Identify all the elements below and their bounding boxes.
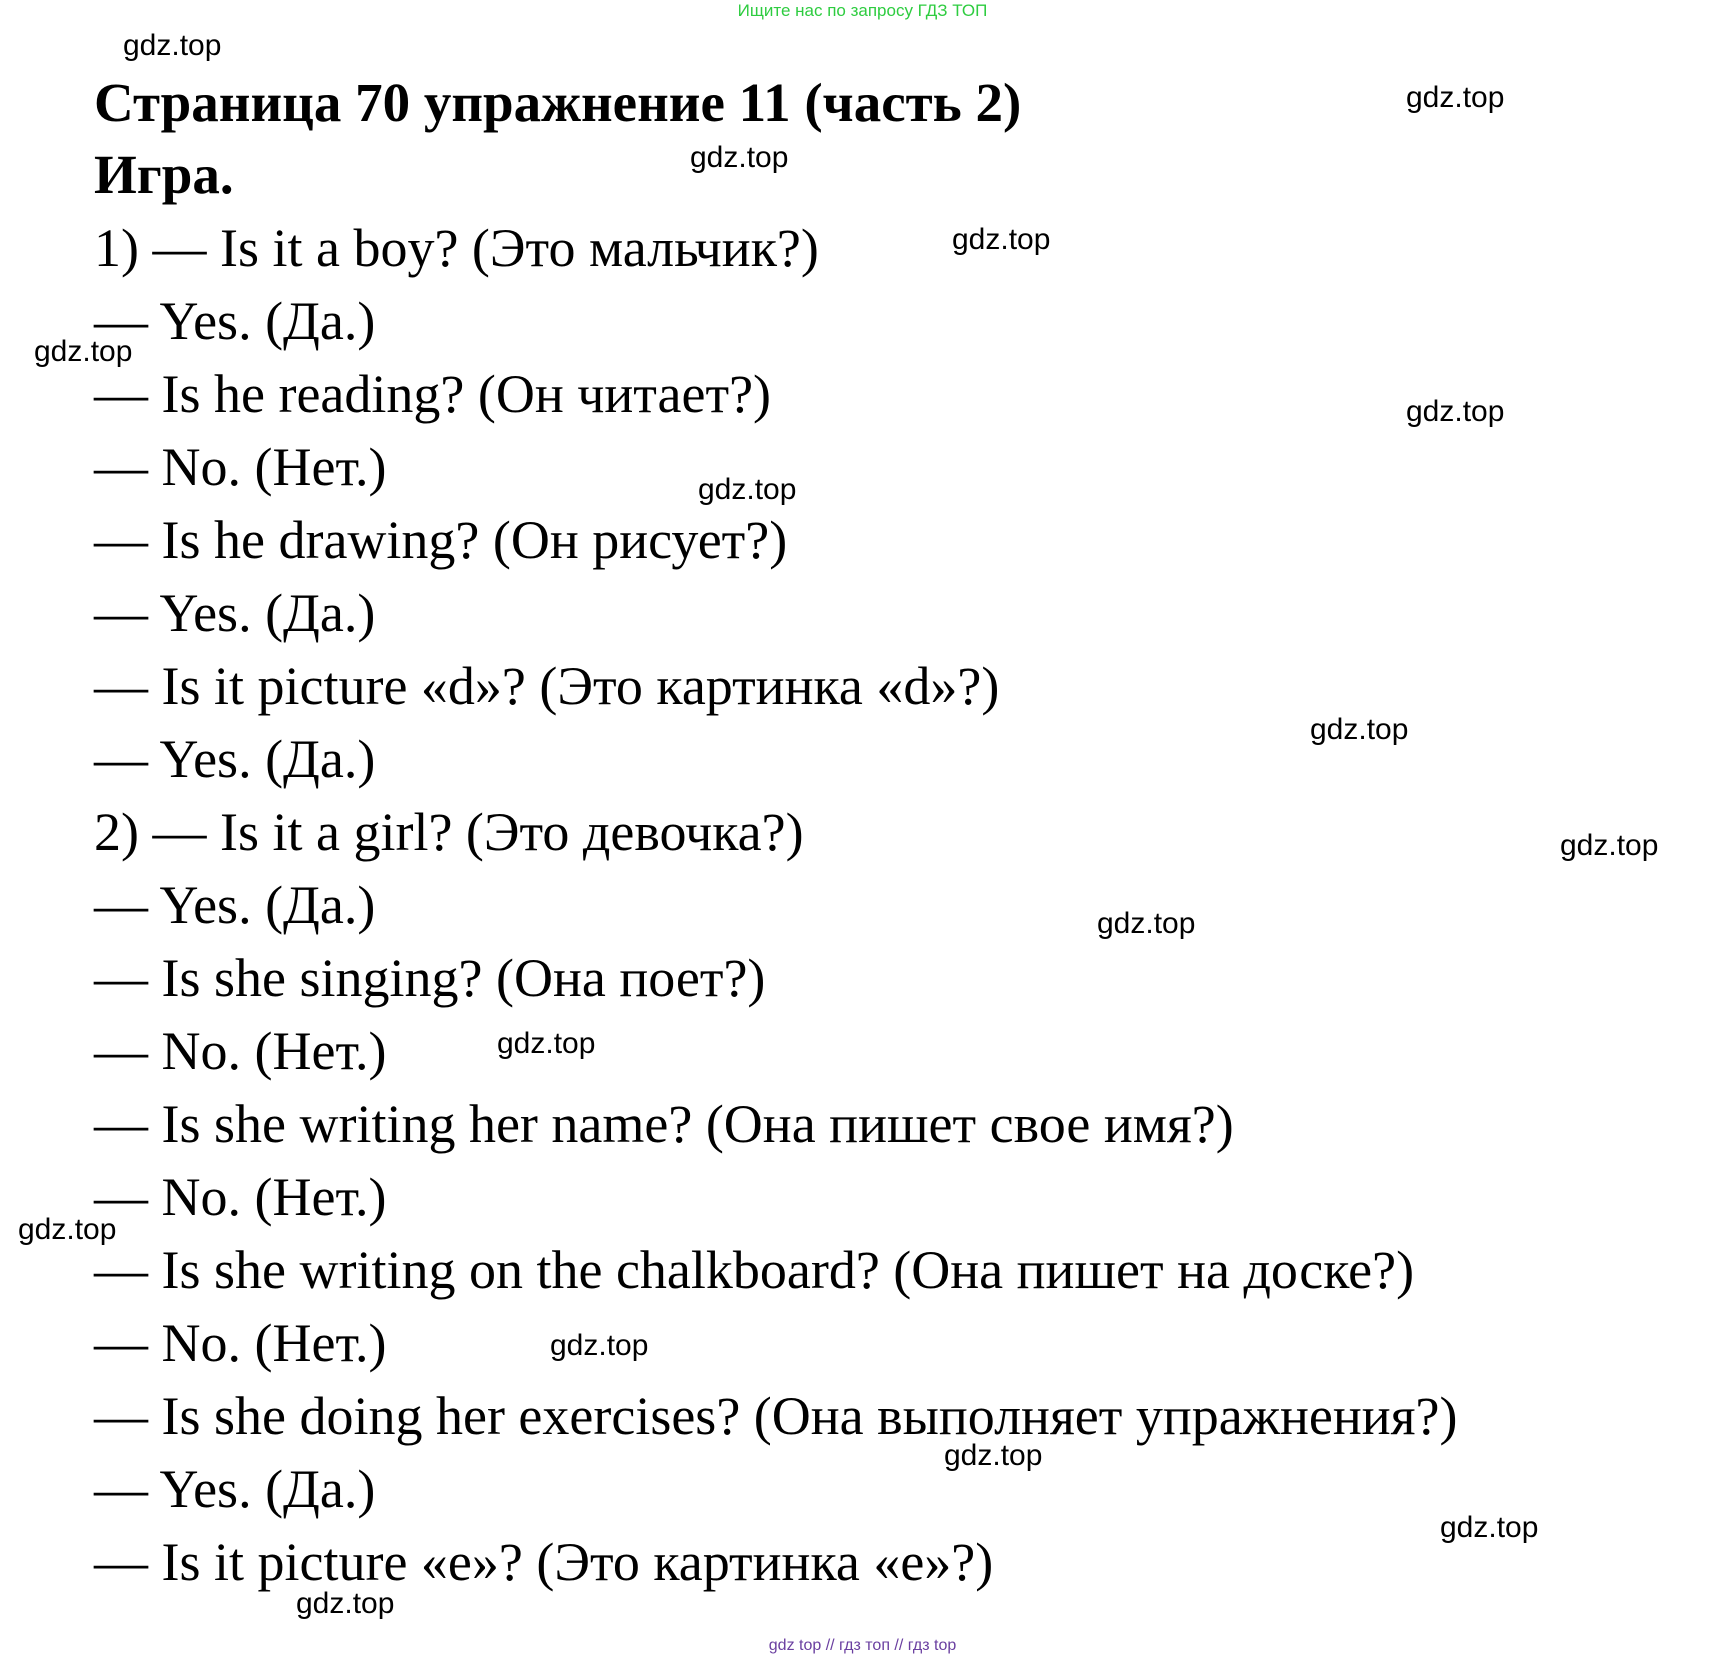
watermark: gdz.top	[1097, 907, 1196, 940]
dialogue-line: — Is she writing on the chalkboard? (Она пишет на доске?)	[94, 1240, 1415, 1300]
watermark: gdz.top	[1440, 1511, 1539, 1544]
dialogue-line: — No. (Нет.)	[94, 437, 387, 497]
watermark: gdz.top	[18, 1213, 117, 1246]
watermark: gdz.top	[698, 473, 797, 506]
dialogue-line: — Yes. (Да.)	[94, 729, 376, 789]
watermark: gdz.top	[1310, 713, 1409, 746]
watermark: gdz.top	[944, 1439, 1043, 1472]
dialogue-line: — No. (Нет.)	[94, 1021, 387, 1081]
watermark: gdz.top	[123, 29, 222, 62]
dialogue-line: — Is he reading? (Он читает?)	[94, 364, 772, 424]
dialogue-line: — Is she writing her name? (Она пишет свое имя?)	[94, 1094, 1234, 1154]
dialogue-line: 1) — Is it a boy? (Это мальчик?)	[94, 218, 819, 278]
watermark: gdz.top	[952, 223, 1051, 256]
dialogue-line: — Yes. (Да.)	[94, 291, 376, 351]
dialogue-line: — Is she doing her exercises? (Она выполняет упражнения?)	[94, 1386, 1458, 1446]
watermark: gdz.top	[34, 335, 133, 368]
watermark: gdz.top	[1406, 81, 1505, 114]
section-subtitle: Игра.	[94, 144, 234, 205]
dialogue-line: — Yes. (Да.)	[94, 1459, 376, 1519]
dialogue-line: 2) — Is it a girl? (Это девочка?)	[94, 802, 804, 862]
watermark: gdz.top	[296, 1587, 395, 1620]
watermark: gdz.top	[497, 1027, 596, 1060]
top-banner: Ищите нас по запросу ГДЗ ТОП	[737, 1, 988, 20]
dialogue-line: — Is it picture «е»? (Это картинка «е»?)	[94, 1532, 994, 1592]
page-title: Страница 70 упражнение 11 (часть 2)	[94, 72, 1022, 133]
footer-watermark: gdz top // гдз топ // гдз top	[768, 1637, 957, 1654]
dialogue-line: — Yes. (Да.)	[94, 875, 376, 935]
dialogue-line: — Yes. (Да.)	[94, 583, 376, 643]
watermark: gdz.top	[550, 1329, 649, 1362]
watermark: gdz.top	[1560, 829, 1659, 862]
dialogue-list	[94, 212, 1457, 1599]
dialogue-line: — No. (Нет.)	[94, 1313, 387, 1373]
watermark: gdz.top	[690, 141, 789, 174]
dialogue-line: — No. (Нет.)	[94, 1167, 387, 1227]
dialogue-line: — Is he drawing? (Он рисует?)	[94, 510, 788, 570]
watermark: gdz.top	[1406, 395, 1505, 428]
dialogue-line: — Is she singing? (Она поет?)	[94, 948, 766, 1008]
dialogue-line: — Is it picture «d»? (Это картинка «d»?)	[94, 656, 1000, 716]
